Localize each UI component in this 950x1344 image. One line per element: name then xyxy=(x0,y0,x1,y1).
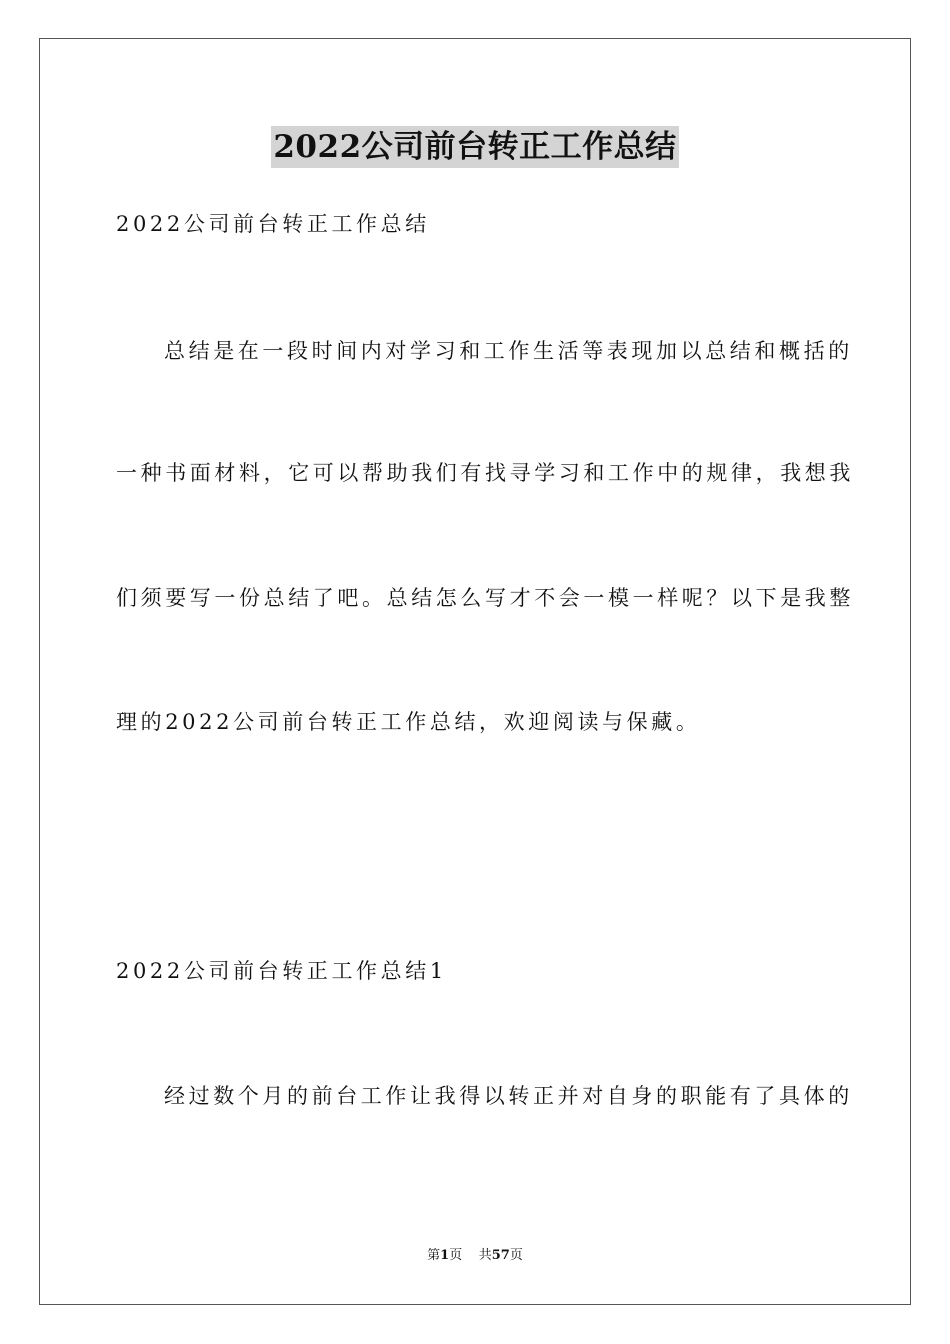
footer-prefix: 第 xyxy=(427,1248,441,1263)
footer-page-number: 1 xyxy=(440,1248,450,1263)
page-footer xyxy=(0,1247,950,1265)
footer-page-suffix: 页 xyxy=(449,1248,463,1263)
section-body-line-1: 经过数个月的前台工作让我得以转正并对自身的职能有了具体的 xyxy=(164,1084,853,1108)
intro-line-2: 一种书面材料，它可以帮助我们有找寻学习和工作中的规律，我想我 xyxy=(116,461,854,485)
intro-line-4: 理的2022公司前台转正工作总结，欢迎阅读与保藏。 xyxy=(116,710,701,734)
footer-total-prefix: 共 xyxy=(478,1248,492,1263)
title-container xyxy=(0,126,950,168)
footer-total-pages: 57 xyxy=(491,1248,510,1263)
intro-line-1: 总结是在一段时间内对学习和工作生活等表现加以总结和概括的 xyxy=(164,339,853,363)
document-title: 2022公司前台转正工作总结 xyxy=(271,126,678,168)
intro-line-3: 们须要写一份总结了吧。总结怎么写才不会一模一样呢？以下是我整 xyxy=(116,586,854,610)
footer-total-suffix: 页 xyxy=(509,1248,523,1263)
section-heading: 2022公司前台转正工作总结1 xyxy=(116,959,447,983)
document-subtitle: 2022公司前台转正工作总结 xyxy=(116,212,430,236)
